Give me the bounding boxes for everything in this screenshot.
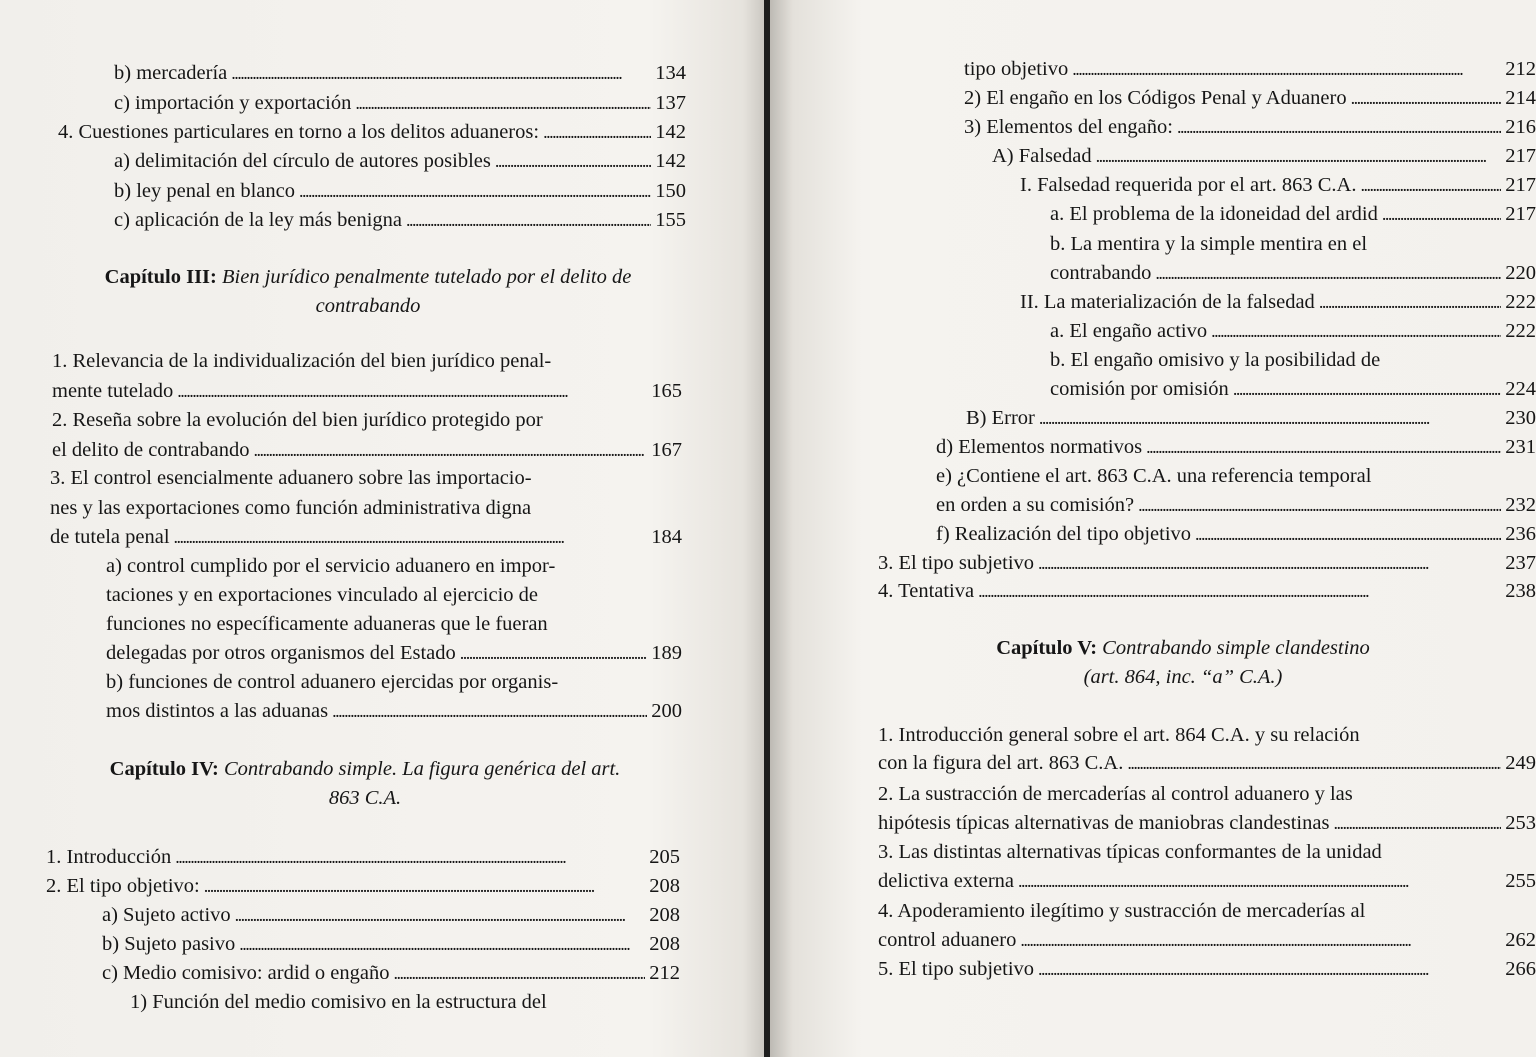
toc-entry: 3. Las distintas alternativas típicas conformantes de la unidad [878,841,1382,863]
toc-entry: delegadas por otros organismos del Estado . . . 189 [106,638,682,668]
toc-entry: c) aplicación de la ley más benigna . . . 155 [114,205,686,235]
toc-entry: b. La mentira y la simple mentira en el [1050,233,1368,255]
toc-entry: 2. La sustracción de mercaderías al control aduanero y las [878,783,1353,805]
toc-entry: a. El problema de la idoneidad del ardid . . . 217 [1050,199,1536,229]
toc-entry: e) ¿Contiene el art. 863 C.A. una referencia temporal [936,465,1372,487]
toc-entry: b) funciones de control aduanero ejercidas por organis- [106,671,559,693]
toc-entry: 4. Cuestiones particulares en torno a los delitos aduaneros: . . . 142 [58,117,686,147]
toc-entry: b) Sujeto pasivo . . . 208 [102,929,680,959]
toc-entry: 4. Apoderamiento ilegítimo y sustracción de mercaderías al [878,900,1366,922]
toc-entry: a) Sujeto activo . . . 208 [102,900,680,930]
toc-entry: a) delimitación del círculo de autores posibles . . . 142 [114,146,686,176]
toc-entry: I. Falsedad requerida por el art. 863 C.A. . . . 217 [1020,170,1536,200]
right-page [770,0,1536,1057]
toc-entry: a. El engaño activo . . . 222 [1050,316,1536,346]
toc-entry: 1. Introducción . . . 205 [46,842,680,872]
chapter-5-heading-cont: (art. 864, inc. “a” C.A.) [1083,666,1283,688]
toc-entry: mos distintos a las aduanas . . . 200 [106,696,682,726]
chapter-4-heading-cont: 863 C.A. [328,787,402,809]
toc-entry: contrabando . . . 220 [1050,258,1536,288]
chapter-3-heading: Capítulo III: Bien jurídico penalmente tutelado por el delito de [104,266,632,288]
toc-entry: 1. Relevancia de la individualización del bien jurídico penal- [52,350,552,372]
toc-entry: d) Elementos normativos . . . 231 [936,432,1536,462]
toc-entry: 4. Tentativa . . . 238 [878,576,1536,606]
toc-entry: b) mercadería . . . 134 [114,58,686,88]
toc-entry: B) Error . . . 230 [966,403,1536,433]
toc-entry: control aduanero . . . 262 [878,925,1536,955]
toc-entry: c) importación y exportación . . . 137 [114,88,686,118]
toc-entry: II. La materialización de la falsedad . . . 222 [1020,287,1536,317]
toc-entry: taciones y en exportaciones vinculado al ejercicio de [106,584,539,606]
toc-entry: 3. El tipo subjetivo . . . 237 [878,548,1536,578]
toc-entry: 2) El engaño en los Códigos Penal y Aduanero . . . 214 [964,83,1536,113]
toc-entry: f) Realización del tipo objetivo . . . 236 [936,519,1536,549]
toc-entry: en orden a su comisión? . . . 232 [936,490,1536,520]
toc-entry: mente tutelado . . . 165 [52,376,682,406]
toc-entry: 5. El tipo subjetivo . . . 266 [878,954,1536,984]
toc-entry: el delito de contrabando . . . 167 [52,435,682,465]
toc-entry: comisión por omisión . . . 224 [1050,374,1536,404]
chapter-3-heading-cont: contrabando [315,295,421,317]
toc-entry: 2. Reseña sobre la evolución del bien jurídico protegido por [52,409,543,431]
chapter-4-heading: Capítulo IV: Contrabando simple. La figura genérica del art. [109,758,621,780]
toc-entry: A) Falsedad . . . 217 [992,141,1536,171]
chapter-5-heading: Capítulo V: Contrabando simple clandestino [996,637,1370,659]
toc-entry: tipo objetivo . . . 212 [964,54,1536,84]
toc-entry: 1. Introducción general sobre el art. 864 C.A. y su relación [878,724,1360,746]
toc-entry: de tutela penal . . . 184 [50,522,682,552]
toc-entry: 2. El tipo objetivo: . . . 208 [46,871,680,901]
toc-entry: b) ley penal en blanco . . . 150 [114,176,686,206]
left-page [0,0,766,1057]
toc-entry: b. El engaño omisivo y la posibilidad de [1050,349,1381,371]
toc-entry: delictiva externa . . . 255 [878,866,1536,896]
toc-entry: nes y las exportaciones como función administrativa digna [50,497,532,519]
toc-entry: con la figura del art. 863 C.A. . . . 249 [878,748,1536,778]
toc-entry: funciones no específicamente aduaneras que le fueran [106,613,548,635]
toc-entry: 3. El control esencialmente aduanero sobre las importacio- [50,467,532,489]
toc-entry: hipótesis típicas alternativas de maniobras clandestinas . . . 253 [878,808,1536,838]
toc-entry: 3) Elementos del engaño: . . . 216 [964,112,1536,142]
toc-entry: c) Medio comisivo: ardid o engaño . . . 212 [102,958,680,988]
toc-entry: a) control cumplido por el servicio aduanero en impor- [106,555,556,577]
toc-entry: 1) Función del medio comisivo en la estructura del [130,991,547,1013]
